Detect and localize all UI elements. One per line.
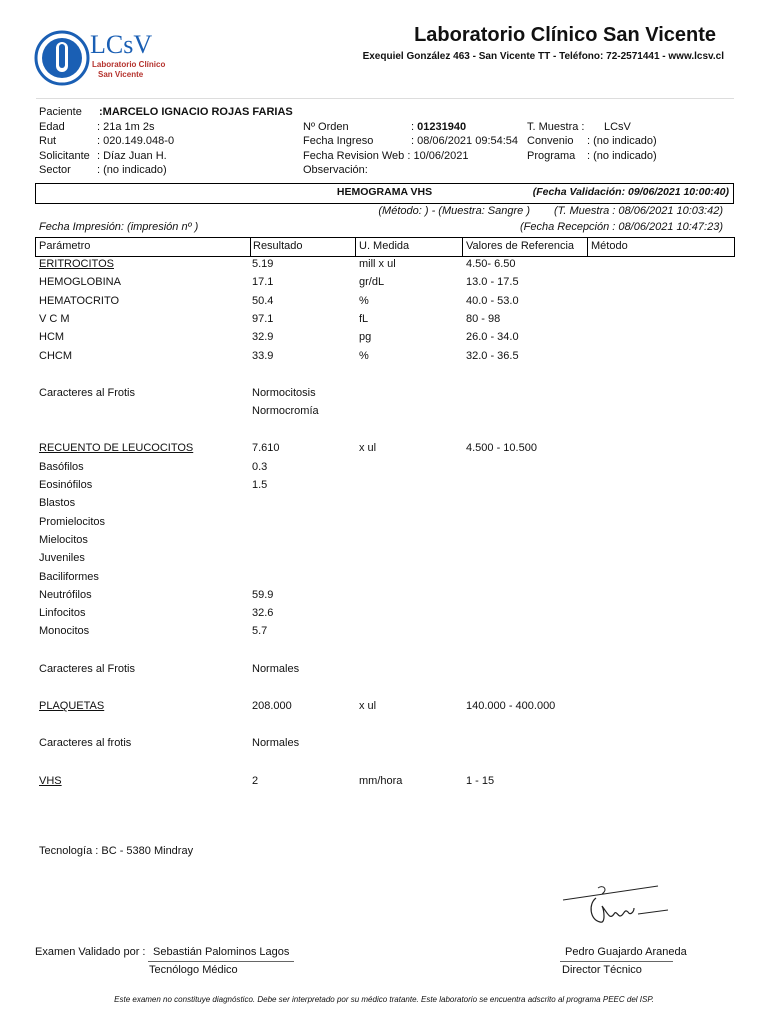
cell-result: Normales	[252, 662, 300, 675]
table-row	[0, 258, 768, 274]
table-row	[0, 571, 768, 587]
table-row	[0, 663, 768, 679]
table-row	[0, 607, 768, 623]
cell-result: 59.9	[252, 588, 274, 601]
edad-label: Edad	[39, 121, 65, 133]
observacion-label: Observación:	[303, 164, 368, 176]
cell-result: 5.19	[252, 258, 274, 270]
cell-result: 208.000	[252, 700, 292, 712]
cell-result: Normocitosis	[252, 386, 316, 399]
sector-value: : (no indicado)	[97, 164, 167, 176]
header-metodo: Método	[591, 240, 628, 252]
sector-label: Sector	[39, 164, 71, 176]
programa-label: Programa	[527, 150, 576, 162]
cell-result: 1.5	[252, 479, 268, 491]
table-row	[0, 700, 768, 716]
cell-reference: 13.0 - 17.5	[466, 276, 519, 289]
header-parametro: Parámetro	[39, 240, 91, 252]
results-table-header	[35, 237, 735, 257]
solicitante-label: Solicitante	[39, 150, 90, 162]
cell-result: 33.9	[252, 349, 274, 362]
header-separator	[250, 238, 251, 256]
header-separator	[462, 238, 463, 256]
fecha-validacion: (Fecha Validación: 09/06/2021 10:00:40)	[532, 186, 729, 198]
cell-unit: mill x ul	[359, 258, 396, 270]
ingreso-value: : 08/06/2021 09:54:54	[411, 135, 519, 147]
table-row	[0, 625, 768, 641]
cell-reference: 1 - 15	[466, 774, 495, 787]
cell-result: 5.7	[252, 625, 268, 638]
table-row	[0, 552, 768, 568]
table-row	[0, 737, 768, 753]
logo-subtitle-2: San Vicente	[98, 70, 144, 79]
cell-result: 2	[252, 774, 259, 787]
cell-param: HCM	[39, 331, 65, 344]
lab-name: Laboratorio Clínico San Vicente	[414, 24, 716, 46]
table-row	[0, 442, 768, 458]
convenio-label: Convenio	[527, 135, 574, 147]
revision-label: Fecha Revision Web : 10/06/2021	[303, 150, 469, 162]
table-row	[0, 276, 768, 292]
cell-unit: x ul	[359, 700, 377, 712]
lab-logo	[34, 30, 184, 90]
header-separator	[587, 238, 588, 256]
cell-param: ERITROCITOS	[39, 258, 114, 270]
cell-reference: 80 - 98	[466, 312, 501, 325]
table-row	[0, 295, 768, 311]
table-row	[0, 497, 768, 513]
edad-value: : 21a 1m 2s	[97, 121, 155, 133]
table-row	[0, 313, 768, 329]
orden-label: Nº Orden	[303, 121, 349, 133]
cell-param: Linfocitos	[39, 607, 86, 620]
table-row	[0, 350, 768, 366]
convenio-value: : (no indicado)	[587, 135, 657, 147]
validado-label: Examen Validado por :	[35, 946, 146, 958]
cell-unit: %	[359, 294, 369, 307]
cell-param: Promielocitos	[39, 515, 106, 528]
rut-label: Rut	[39, 135, 57, 147]
tecnologia: Tecnología : BC - 5380 Mindray	[39, 845, 194, 857]
validado-role: Tecnólogo Médico	[149, 964, 238, 976]
orden-number: 01231940	[417, 121, 467, 133]
cell-param: Caracteres al Frotis	[39, 662, 135, 675]
muestra-value: LCsV	[604, 121, 631, 133]
cell-param: V C M	[39, 312, 70, 325]
cell-param: RECUENTO DE LEUCOCITOS	[39, 442, 194, 455]
cell-param: Blastos	[39, 497, 76, 510]
cell-param: VHS	[39, 774, 62, 787]
cell-unit: pg	[359, 331, 372, 344]
ingreso-label: Fecha Ingreso	[303, 135, 374, 147]
validado-line	[148, 961, 294, 962]
cell-reference: 4.500 - 10.500	[466, 442, 537, 455]
cell-result: 32.9	[252, 331, 274, 344]
cell-reference: 40.0 - 53.0	[466, 294, 519, 307]
cell-param: PLAQUETAS	[39, 700, 105, 712]
header-separator	[355, 238, 356, 256]
cell-reference: 4.50- 6.50	[466, 258, 516, 270]
cell-result: 7.610	[252, 442, 280, 455]
director-name: Pedro Guajardo Araneda	[565, 946, 687, 958]
cell-result: 0.3	[252, 460, 268, 473]
cell-unit: fL	[359, 312, 369, 325]
table-row	[0, 516, 768, 532]
validado-name: Sebastián Palominos Lagos	[153, 946, 290, 958]
exam-t-muestra: (T. Muestra : 08/06/2021 10:03:42)	[554, 205, 723, 217]
header-divider	[36, 98, 734, 99]
muestra-label: T. Muestra :	[527, 121, 585, 133]
footer-disclaimer: Este examen no constituye diagnóstico. Debe ser interpretado por su médico tratante. Este laboratorio se encuentra adscrito al programa PEEC del ISP.	[114, 995, 654, 1004]
paciente-label: Paciente	[39, 106, 82, 118]
cell-param: Caracteres al Frotis	[39, 386, 135, 399]
table-row	[0, 479, 768, 495]
rut-value: : 020.149.048-0	[97, 135, 175, 147]
exam-metodo: (Método: ) - (Muestra: Sangre )	[378, 205, 530, 217]
cell-reference: 32.0 - 36.5	[466, 349, 519, 362]
cell-result: Normales	[252, 737, 300, 750]
director-line	[560, 961, 673, 962]
table-row	[0, 405, 768, 421]
cell-param: Neutrófilos	[39, 588, 92, 601]
orden-value: : 01231940	[411, 121, 467, 133]
cell-unit: x ul	[359, 442, 377, 455]
cell-param: Basófilos	[39, 460, 84, 473]
table-row	[0, 775, 768, 791]
table-row	[0, 534, 768, 550]
header-resultado: Resultado	[253, 240, 303, 252]
cell-result: 32.6	[252, 607, 274, 620]
table-row	[0, 387, 768, 403]
fecha-impresion: Fecha Impresión: (impresión nº )	[39, 221, 199, 233]
cell-param: Juveniles	[39, 552, 85, 565]
table-row	[0, 461, 768, 477]
header-referencia: Valores de Referencia	[466, 240, 575, 252]
cell-reference: 140.000 - 400.000	[466, 700, 556, 712]
header-unidad: U. Medida	[359, 240, 410, 252]
paciente-name: MARCELO IGNACIO ROJAS FARIAS	[102, 106, 293, 118]
cell-result: 17.1	[252, 276, 274, 289]
cell-result: Normocromía	[252, 405, 319, 418]
cell-result: 97.1	[252, 312, 274, 325]
cell-param: Mielocitos	[39, 533, 88, 546]
director-role: Director Técnico	[562, 964, 642, 976]
lab-address: Exequiel González 463 - San Vicente TT - Teléfono: 72-2571441 - www.lcsv.cl	[362, 51, 724, 62]
cell-param: Eosinófilos	[39, 479, 93, 491]
exam-title: HEMOGRAMA VHS	[336, 186, 433, 198]
cell-param: Monocitos	[39, 625, 90, 638]
cell-param: CHCM	[39, 349, 72, 362]
cell-param: Caracteres al frotis	[39, 737, 132, 750]
exam-title-box	[35, 183, 734, 204]
solicitante-value: : Díaz Juan H.	[97, 150, 167, 162]
fecha-recepcion: (Fecha Recepción : 08/06/2021 10:47:23)	[519, 221, 723, 233]
logo-text: LCsV	[90, 30, 153, 59]
signature-icon	[558, 880, 678, 930]
cell-param: HEMOGLOBINA	[39, 276, 121, 289]
logo-subtitle-1: Laboratorio Clínico	[92, 60, 166, 69]
table-row	[0, 331, 768, 347]
cell-param: HEMATOCRITO	[39, 294, 120, 307]
cell-unit: gr/dL	[359, 276, 385, 289]
cell-unit: mm/hora	[359, 774, 403, 787]
programa-value: : (no indicado)	[587, 150, 657, 162]
cell-param: Baciliformes	[39, 570, 99, 583]
cell-unit: %	[359, 349, 369, 362]
table-row	[0, 589, 768, 605]
paciente-value: :MARCELO IGNACIO ROJAS FARIAS	[99, 106, 293, 118]
cell-reference: 26.0 - 34.0	[466, 331, 519, 344]
cell-result: 50.4	[252, 294, 274, 307]
